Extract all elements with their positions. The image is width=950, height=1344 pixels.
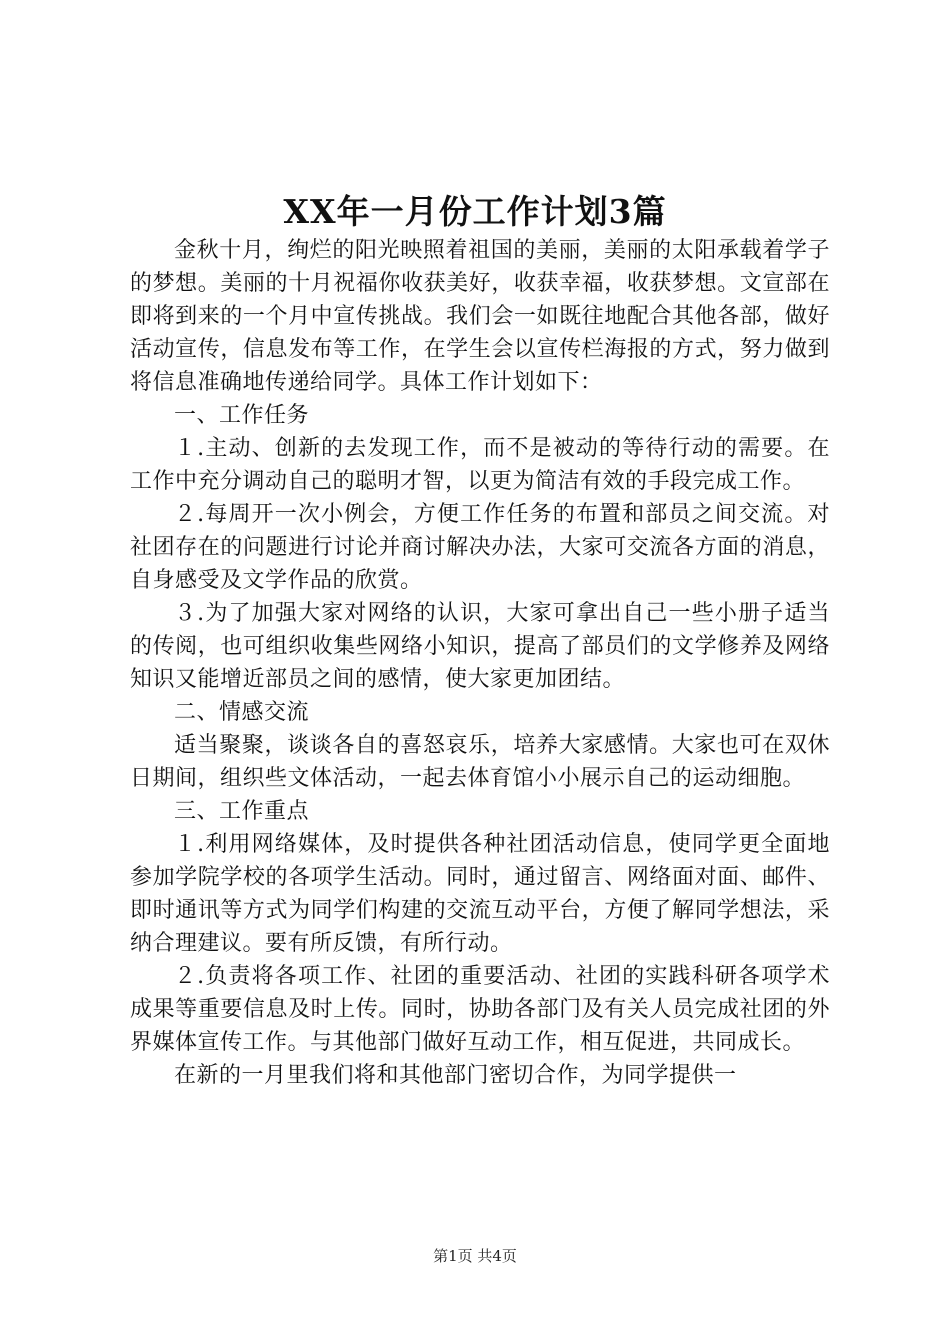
page-number: 第1页 共4页 (433, 1247, 517, 1265)
section-heading-focus: 三、工作重点 (174, 799, 310, 824)
intro-paragraph: 金秋十月，绚烂的阳光映照着祖国的美丽，美丽的太阳承载着学子的梦想。美丽的十月祝福你收获美好，收获幸福，收获梦想。文宣部在即将到来的一个月中宣传挑战。我们会一如既往地配合其他各部，做好活动宣传，信息发布等工作，在学生会以宣传栏海报的方式，努力做到将信息准确地传递给同学。具体工作计划如下： (130, 238, 830, 395)
task-item-2: ２.每周开一次小例会，方便工作任务的布置和部员之间交流。对社团存在的问题进行讨论并商讨解决办法，大家可交流各方面的消息，自身感受及文学作品的欣赏。 (130, 502, 830, 593)
section-heading-tasks: 一、工作任务 (174, 403, 310, 428)
document-body (130, 234, 830, 1092)
focus-item-1: １.利用网络媒体，及时提供各种社团活动信息，使同学更全面地参加学院学校的各项学生活动。同时，通过留言、网络面对面、邮件、即时通讯等方式为同学们构建的交流互动平台，方便了解同学想法，采纳合理建议。要有所反馈，有所行动。 (130, 832, 830, 956)
task-item-3: ３.为了加强大家对网络的认识，大家可拿出自己一些小册子适当的传阅，也可组织收集些网络小知识，提高了部员们的文学修养及网络知识又能增近部员之间的感情，使大家更加团结。 (130, 601, 830, 692)
communication-paragraph: 适当聚聚，谈谈各自的喜怒哀乐，培养大家感情。大家也可在双休日期间，组织些文体活动，一起去体育馆小小展示自己的运动细胞。 (130, 733, 830, 791)
section-heading-communication: 二、情感交流 (174, 700, 310, 725)
closing-paragraph: 在新的一月里我们将和其他部门密切合作，为同学提供一 (174, 1063, 737, 1088)
focus-item-2: ２.负责将各项工作、社团的重要活动、社团的实践科研各项学术成果等重要信息及时上传。同时，协助各部门及有关人员完成社团的外界媒体宣传工作。与其他部门做好互动工作，相互促进，共同成长。 (130, 964, 830, 1055)
page-title: XX年一月份工作计划3篇 (283, 192, 667, 231)
page-footer (0, 1245, 950, 1266)
task-item-1: １.主动、创新的去发现工作，而不是被动的等待行动的需要。在工作中充分调动自己的聪明才智，以更为简洁有效的手段完成工作。 (130, 436, 830, 494)
